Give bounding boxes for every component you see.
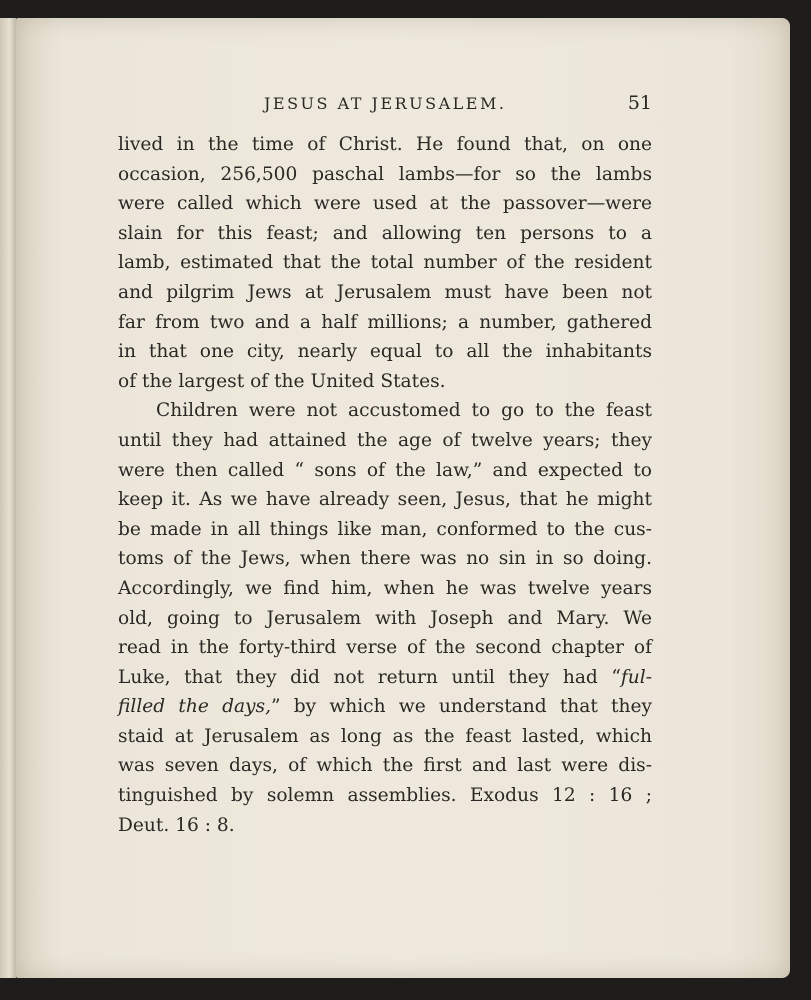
body-text — [118, 130, 652, 840]
text-line: toms of the Jews, when there was no sin in so doing. — [118, 548, 652, 570]
text-line: were then called “ sons of the law,” and expected to — [118, 459, 652, 481]
italic-quote: filled the days, — [118, 696, 272, 718]
text-line: was seven days, of which the first and last were dis- — [118, 755, 652, 777]
text-line: Children were not accustomed to go to the feast — [156, 400, 652, 422]
text-line: were called which were used at the passover—were — [118, 193, 652, 215]
facing-page-edge — [0, 18, 16, 978]
line-text: ” by which we understand that they — [271, 696, 652, 718]
text-line: be made in all things like man, conformed to the cus- — [118, 518, 652, 540]
text-line: lived in the time of Christ. He found that, on one — [118, 134, 652, 155]
running-head: JESUS AT JERUSALEM. — [264, 94, 507, 113]
text-line: far from two and a half millions; a number, gathered — [118, 311, 652, 333]
page-header — [118, 94, 652, 124]
text-line: lamb, estimated that the total number of the resident — [118, 252, 652, 274]
line-text: Luke, that they did not return until they had “ — [118, 666, 621, 688]
text-line: and pilgrim Jews at Jerusalem must have been not — [118, 281, 652, 303]
text-line: of the largest of the United States. — [118, 370, 446, 392]
text-line: Deut. 16 : 8. — [118, 814, 235, 836]
text-line: keep it. As we have already seen, Jesus, that he might — [118, 489, 652, 511]
text-line: old, going to Jerusalem with Joseph and Mary. We — [118, 607, 652, 629]
paragraph-1 — [118, 130, 652, 396]
text-line: read in the forty-third verse of the second chapter of — [118, 637, 652, 659]
text-line: staid at Jerusalem as long as the feast lasted, which — [118, 725, 652, 747]
text-line: slain for this feast; and allowing ten persons to a — [118, 222, 652, 244]
text-line: until they had attained the age of twelve years; they — [118, 429, 652, 451]
text-line — [118, 692, 652, 722]
text-line: in that one city, nearly equal to all the inhabitants — [118, 341, 652, 363]
text-line: occasion, 256,500 paschal lambs—for so the lambs — [118, 163, 652, 185]
italic-quote: ful- — [620, 666, 652, 688]
paragraph-2 — [118, 396, 652, 840]
text-line: Accordingly, we find him, when he was twelve years — [118, 577, 652, 599]
text-line — [118, 663, 652, 693]
page-number: 51 — [627, 92, 652, 114]
text-line: tinguished by solemn assemblies. Exodus 12 : 16 ; — [118, 785, 652, 807]
